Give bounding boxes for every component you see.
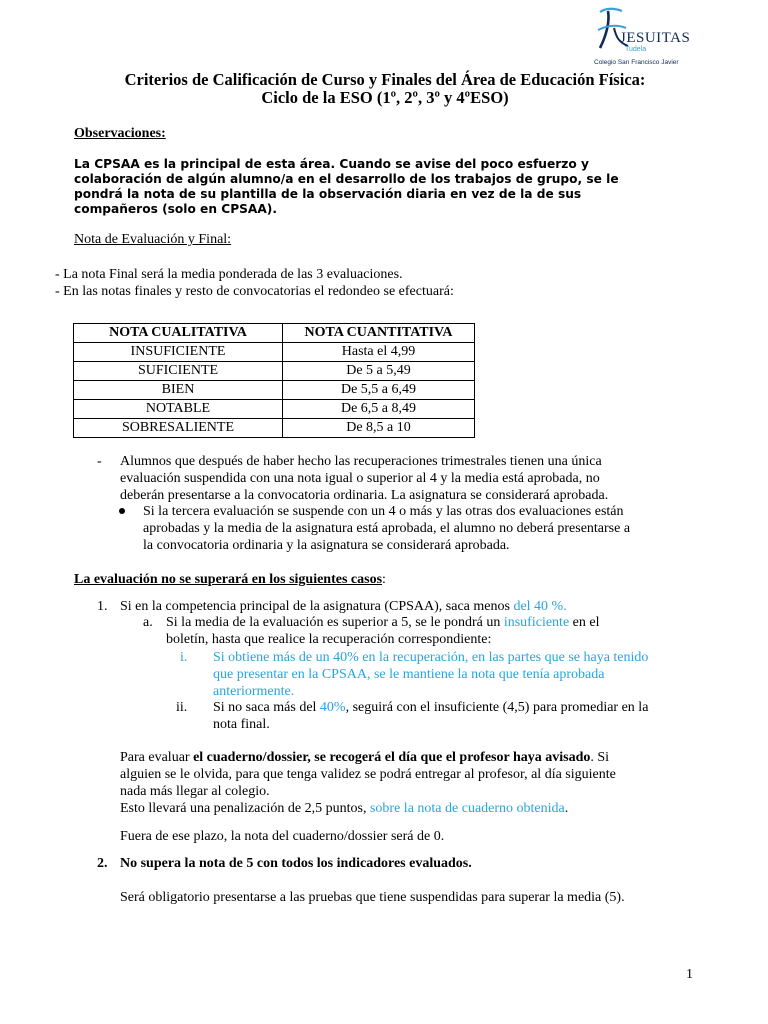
- logo-subtitle: Tudela: [625, 46, 647, 53]
- grades-table: [73, 323, 475, 438]
- item1a-text: [166, 614, 599, 648]
- table-row: [74, 419, 475, 438]
- bullet-icon: [119, 508, 125, 514]
- item1a-marker: a.: [143, 615, 153, 630]
- dash-line: deberán presentarse a la convocatoria ordinaria. La asignatura se considerará aprobada.: [120, 488, 609, 503]
- item1a-pre: Si la media de la evaluación es superior a 5, se le pondrá un: [166, 615, 504, 630]
- item1-number: 1.: [97, 599, 108, 614]
- item1i-text: [213, 649, 648, 700]
- observaciones-heading: Observaciones:: [74, 126, 166, 141]
- item1ii-highlight: 40%: [319, 700, 346, 715]
- casos-colon: :: [382, 572, 386, 587]
- page-title-line1: Criterios de Calificación de Curso y Finales del Área de Educación Física:: [124, 70, 646, 89]
- bullet-line: aprobadas y la media de la asignatura está aprobada, el alumno no deberá presentarse a: [143, 521, 631, 536]
- table-cell: De 8,5 a 10: [283, 419, 475, 438]
- table-row: [74, 343, 475, 362]
- item1a-highlight: insuficiente: [503, 615, 570, 630]
- table-row: [74, 381, 475, 400]
- observaciones-line: compañeros (solo en CPSAA).: [74, 202, 277, 216]
- table-cell: Hasta el 4,99: [283, 343, 475, 362]
- dash-line: evaluación suspendida con una nota igual o superior al 4 y la media está aprobada, no: [120, 471, 600, 486]
- table-header-row: [74, 324, 475, 343]
- observaciones-text: [74, 157, 619, 217]
- table-cell: INSUFICIENTE: [74, 343, 283, 362]
- casos-heading: [74, 571, 386, 588]
- cuaderno-line4-post: .: [564, 801, 569, 816]
- table-cell: De 6,5 a 8,49: [283, 400, 475, 419]
- item1ii-pre: Si no saca más del: [213, 700, 320, 715]
- table-header: NOTA CUALITATIVA: [74, 324, 283, 343]
- item1i-line: que presentar en la CPSAA, se le mantiene la nota que tenía aprobada: [213, 667, 605, 682]
- school-logo: [592, 6, 692, 70]
- cuaderno-line4-highlight: sobre la nota de cuaderno obtenida: [369, 801, 565, 816]
- nota-heading: Nota de Evaluación y Final:: [74, 232, 232, 247]
- cuaderno-bold: el cuaderno/dossier, se recogerá el día que el profesor haya avisado: [193, 750, 591, 765]
- item1ii-post: , seguirá con el insuficiente (4,5) para promediar en la: [345, 700, 649, 715]
- dash-marker: -: [97, 454, 102, 469]
- item1i-line: anteriormente.: [213, 684, 295, 699]
- table-cell: BIEN: [74, 381, 283, 400]
- table-row: [74, 400, 475, 419]
- observaciones-line: La CPSAA es la principal de esta área. Cuando se avise del poco esfuerzo y: [74, 157, 589, 171]
- item2-number: 2.: [97, 856, 108, 871]
- observaciones-line: colaboración de algún alumno/a en el desarrollo de los trabajos de grupo, se le: [74, 172, 619, 186]
- table-cell: SUFICIENTE: [74, 362, 283, 381]
- bullet-line: la convocatoria ordinaria y la asignatura se considerará aprobada.: [143, 538, 510, 553]
- table-row: [74, 362, 475, 381]
- table-cell: NOTABLE: [74, 400, 283, 419]
- dash-item-text: [120, 453, 608, 504]
- cuaderno-pre: Para evaluar: [120, 750, 194, 765]
- item1a-line2: boletín, hasta que realice la recuperación correspondiente:: [166, 632, 492, 647]
- casos-heading-text: La evaluación no se superará en los siguientes casos: [74, 572, 383, 587]
- table-cell: De 5,5 a 6,49: [283, 381, 475, 400]
- cuaderno-line5: Fuera de ese plazo, la nota del cuaderno/dossier será de 0.: [120, 829, 445, 844]
- bullet-line: Si la tercera evaluación se suspende con un 4 o más y las otras dos evaluaciones están: [143, 504, 624, 519]
- cuaderno-line4-pre: Esto llevará una penalización de 2,5 puntos,: [120, 801, 370, 816]
- item2-text: No supera la nota de 5 con todos los indicadores evaluados.: [120, 856, 472, 871]
- item1-highlight: del 40 %.: [513, 599, 567, 614]
- table-header: NOTA CUANTITATIVA: [283, 324, 475, 343]
- nota-line2: - En las notas finales y resto de convocatorias el redondeo se efectuará:: [55, 284, 454, 299]
- item1i-line: Si obtiene más de un 40% en la recuperación, en las partes que se haya tenido: [213, 650, 649, 665]
- page-title-line2: Ciclo de la ESO (1º, 2º, 3º y 4ºESO): [261, 88, 509, 107]
- table-cell: De 5 a 5,49: [283, 362, 475, 381]
- item1a-post: en el: [569, 615, 600, 630]
- table-cell: SOBRESALIENTE: [74, 419, 283, 438]
- cuaderno-line2: alguien se le olvida, para que tenga validez se podrá entregar al profesor, al día siguiente: [120, 767, 616, 782]
- cuaderno-paragraph: [120, 749, 616, 817]
- nota-line1: - La nota Final será la media ponderada de las 3 evaluaciones.: [55, 267, 403, 282]
- bullet-item-text: [143, 503, 630, 554]
- logo-name: JESUITAS: [620, 30, 691, 46]
- cuaderno-line3: nada más llegar al colegio.: [120, 784, 270, 799]
- observaciones-line: pondrá la nota de su plantilla de la observación diaria en vez de la de sus: [74, 187, 582, 201]
- dash-line: Alumnos que después de haber hecho las recuperaciones trimestrales tienen una única: [120, 454, 602, 469]
- logo-school: Colegio San Francisco Javier: [594, 59, 679, 66]
- cuaderno-post: . Si: [590, 750, 610, 765]
- item2-follow: Será obligatorio presentarse a las pruebas que tiene suspendidas para superar la media (5).: [120, 890, 625, 905]
- item1i-marker: i.: [180, 650, 188, 665]
- item1-text: [120, 598, 567, 615]
- item1ii-line2: nota final.: [213, 717, 270, 732]
- item1-text-main: Si en la competencia principal de la asignatura (CPSAA), saca menos: [120, 599, 514, 614]
- item1ii-marker: ii.: [176, 700, 188, 715]
- page-number: 1: [686, 967, 693, 982]
- item1ii-text: [213, 699, 648, 733]
